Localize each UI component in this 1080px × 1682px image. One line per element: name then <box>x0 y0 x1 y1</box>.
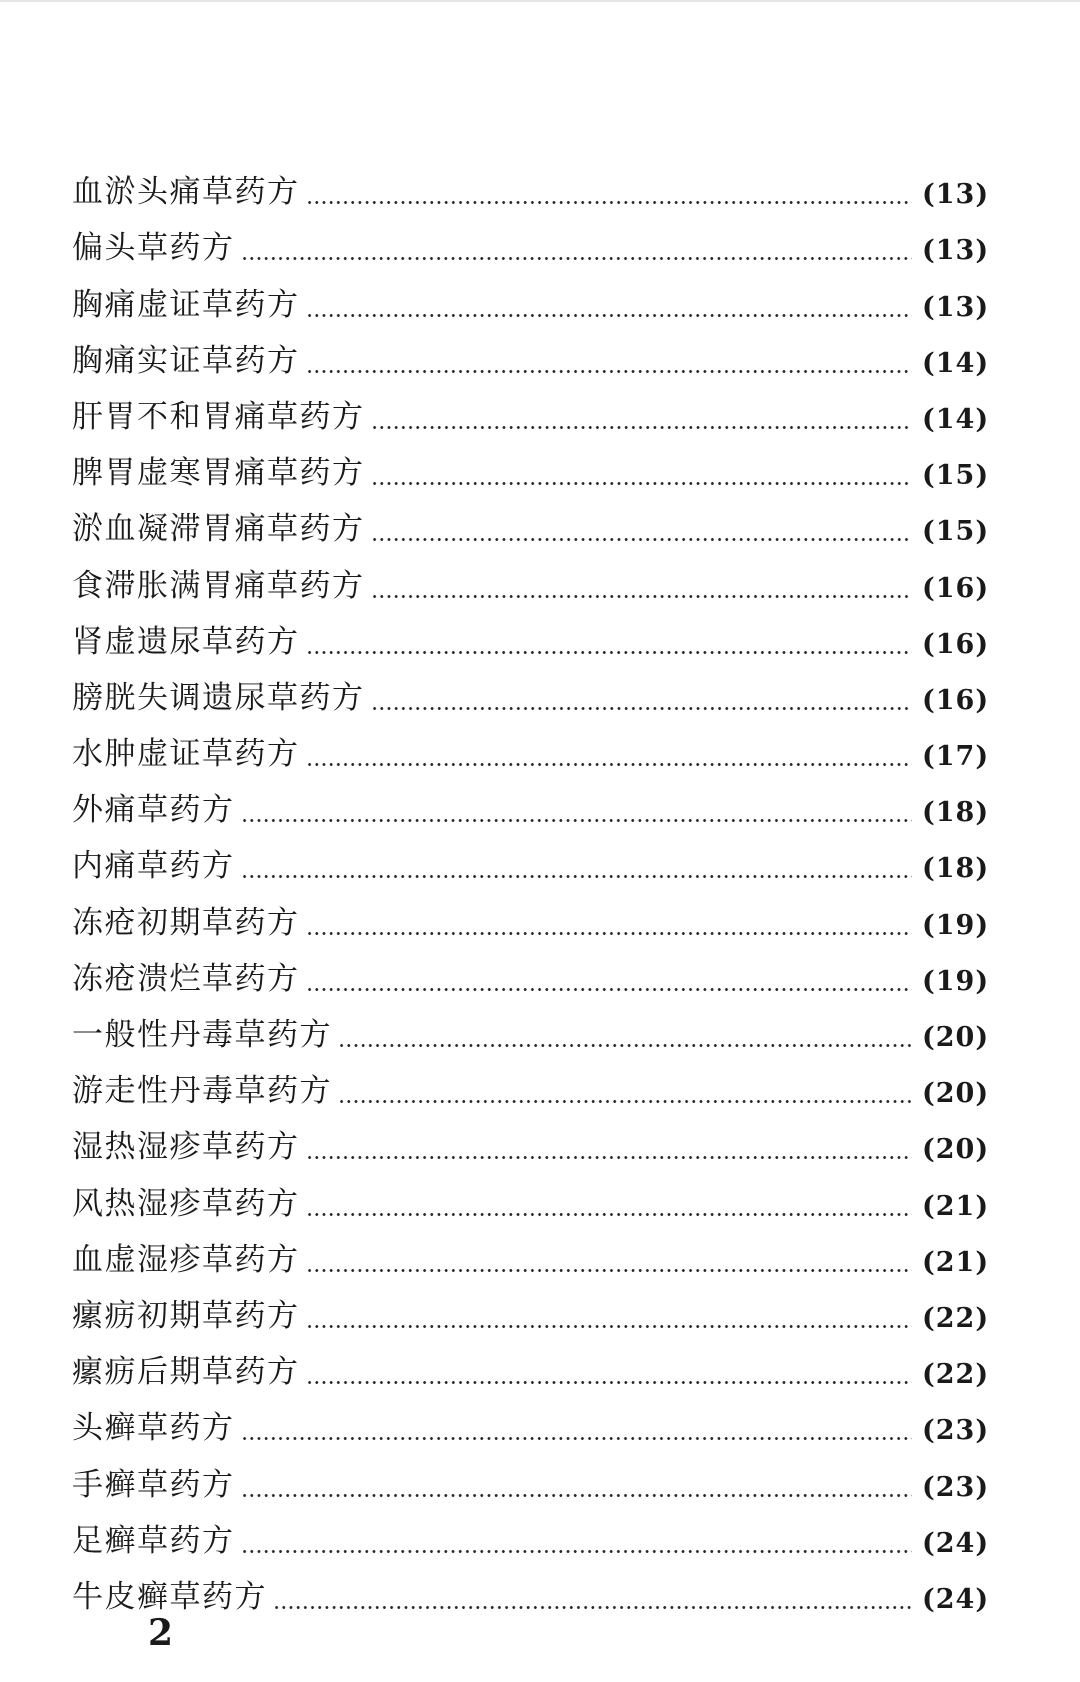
toc-entry <box>72 1398 1000 1454</box>
toc-entry <box>72 1454 1000 1510</box>
toc-entry-page: (24) <box>922 1527 990 1559</box>
toc-entry-page: (18) <box>922 853 990 885</box>
toc-entry-title: 偏头草药方 <box>72 230 235 267</box>
toc-dot-leader <box>306 932 913 935</box>
toc-dot-leader <box>371 538 913 541</box>
toc-dot-leader <box>273 1606 912 1609</box>
toc-entry-title: 肝胃不和胃痛草药方 <box>72 398 365 435</box>
toc-dot-leader <box>306 370 913 373</box>
toc-entry <box>72 668 1000 724</box>
toc-entry-page: (21) <box>922 1190 990 1222</box>
toc-entry <box>72 780 1000 836</box>
toc-entry-title: 膀胱失调遗尿草药方 <box>72 679 365 716</box>
toc-entry <box>72 1005 1000 1061</box>
toc-entry-page: (22) <box>922 1302 990 1334</box>
page-top-edge <box>0 0 1080 2</box>
toc-entry-title: 胸痛虚证草药方 <box>72 286 300 323</box>
toc-dot-leader <box>371 707 913 710</box>
toc-entry <box>72 499 1000 555</box>
toc-entry-title: 食滞胀满胃痛草药方 <box>72 567 365 604</box>
toc-dot-leader <box>306 1381 913 1384</box>
toc-entry-page: (22) <box>922 1359 990 1391</box>
toc-entry <box>72 1342 1000 1398</box>
toc-entry-page: (19) <box>922 909 990 941</box>
toc-dot-leader <box>241 257 913 260</box>
toc-entry-page: (16) <box>922 684 990 716</box>
toc-dot-leader <box>306 1325 913 1328</box>
toc-entry-title: 瘰疬后期草药方 <box>72 1354 300 1391</box>
toc-dot-leader <box>306 988 913 991</box>
toc-dot-leader <box>306 763 913 766</box>
toc-entry-title: 内痛草药方 <box>72 848 235 885</box>
toc-entry <box>72 1173 1000 1229</box>
toc-dot-leader <box>241 1437 913 1440</box>
toc-entry-page: (14) <box>922 347 990 379</box>
toc-entry-title: 外痛草药方 <box>72 792 235 829</box>
toc-entry-page: (14) <box>922 403 990 435</box>
toc-entry <box>72 1511 1000 1567</box>
toc-entry-title: 脾胃虚寒胃痛草药方 <box>72 455 365 492</box>
toc-entry <box>72 724 1000 780</box>
toc-entry <box>72 162 1000 218</box>
toc-dot-leader <box>306 201 913 204</box>
toc-dot-leader <box>306 1213 913 1216</box>
toc-entry <box>72 1567 1000 1623</box>
toc-entry-page: (15) <box>922 460 990 492</box>
toc-entry-page: (21) <box>922 1246 990 1278</box>
toc-dot-leader <box>306 1156 913 1159</box>
toc-entry-title: 头癣草药方 <box>72 1410 235 1447</box>
toc-entry-page: (17) <box>922 741 990 773</box>
toc-entry-page: (16) <box>922 572 990 604</box>
toc-entry-title: 肾虚遗尿草药方 <box>72 623 300 660</box>
toc-entry-page: (23) <box>922 1415 990 1447</box>
toc-entry <box>72 387 1000 443</box>
toc-entry <box>72 1117 1000 1173</box>
toc-entry-title: 牛皮癣草药方 <box>72 1578 267 1615</box>
toc-entry-title: 瘰疬初期草药方 <box>72 1297 300 1334</box>
toc-entry-page: (15) <box>922 516 990 548</box>
toc-dot-leader <box>371 482 913 485</box>
toc-entry <box>72 331 1000 387</box>
toc-entry-title: 游走性丹毒草药方 <box>72 1073 332 1110</box>
toc-entry-title: 一般性丹毒草药方 <box>72 1017 332 1053</box>
toc-entry-title: 血淤头痛草药方 <box>72 174 300 211</box>
toc-entry <box>72 1061 1000 1117</box>
toc-entry-title: 水肿虚证草药方 <box>72 736 300 773</box>
toc-entry-title: 湿热湿疹草药方 <box>72 1129 300 1166</box>
toc-entry-title: 淤血凝滞胃痛草药方 <box>72 511 365 548</box>
toc-dot-leader <box>241 875 913 878</box>
toc-entry <box>72 443 1000 499</box>
toc-dot-leader <box>306 651 913 654</box>
toc-entry-page: (18) <box>922 797 990 829</box>
toc-dot-leader <box>371 595 913 598</box>
toc-entry-page: (13) <box>922 235 990 267</box>
toc-entry-page: (20) <box>922 1134 990 1166</box>
toc-entry <box>72 949 1000 1005</box>
toc-entry-page: (13) <box>922 179 990 211</box>
toc-entry <box>72 1286 1000 1342</box>
toc-entry-page: (20) <box>922 1022 990 1053</box>
toc-entry-title: 血虚湿疹草药方 <box>72 1241 300 1278</box>
toc-entry <box>72 612 1000 668</box>
toc-entry-page: (20) <box>922 1078 990 1110</box>
toc-dot-leader <box>306 1269 913 1272</box>
toc-entry-title: 风热湿疹草药方 <box>72 1185 300 1222</box>
toc-entry <box>72 836 1000 892</box>
toc-entry-title: 胸痛实证草药方 <box>72 342 300 379</box>
toc-entry <box>72 274 1000 330</box>
toc-entry-page: (23) <box>922 1471 990 1503</box>
toc-dot-leader <box>241 1550 913 1553</box>
toc-entry <box>72 218 1000 274</box>
toc-entry-title: 手癣草药方 <box>72 1466 235 1503</box>
toc-dot-leader <box>241 819 913 822</box>
toc-entry <box>72 892 1000 948</box>
toc-entry-page: (24) <box>922 1583 990 1615</box>
toc-entry-title: 冻疮初期草药方 <box>72 904 300 941</box>
table-of-contents <box>72 162 1000 1623</box>
toc-entry <box>72 555 1000 611</box>
page-number: 2 <box>148 1612 174 1654</box>
toc-entry <box>72 1230 1000 1286</box>
toc-entry-page: (13) <box>922 291 990 323</box>
toc-dot-leader <box>306 314 913 317</box>
toc-dot-leader <box>241 1494 913 1497</box>
toc-entry-page: (16) <box>922 628 990 660</box>
toc-dot-leader <box>338 1100 912 1103</box>
toc-dot-leader <box>338 1044 912 1047</box>
toc-entry-title: 足癣草药方 <box>72 1522 235 1559</box>
toc-entry-title: 冻疮溃烂草药方 <box>72 960 300 997</box>
toc-dot-leader <box>371 426 913 429</box>
toc-entry-page: (19) <box>922 965 990 997</box>
